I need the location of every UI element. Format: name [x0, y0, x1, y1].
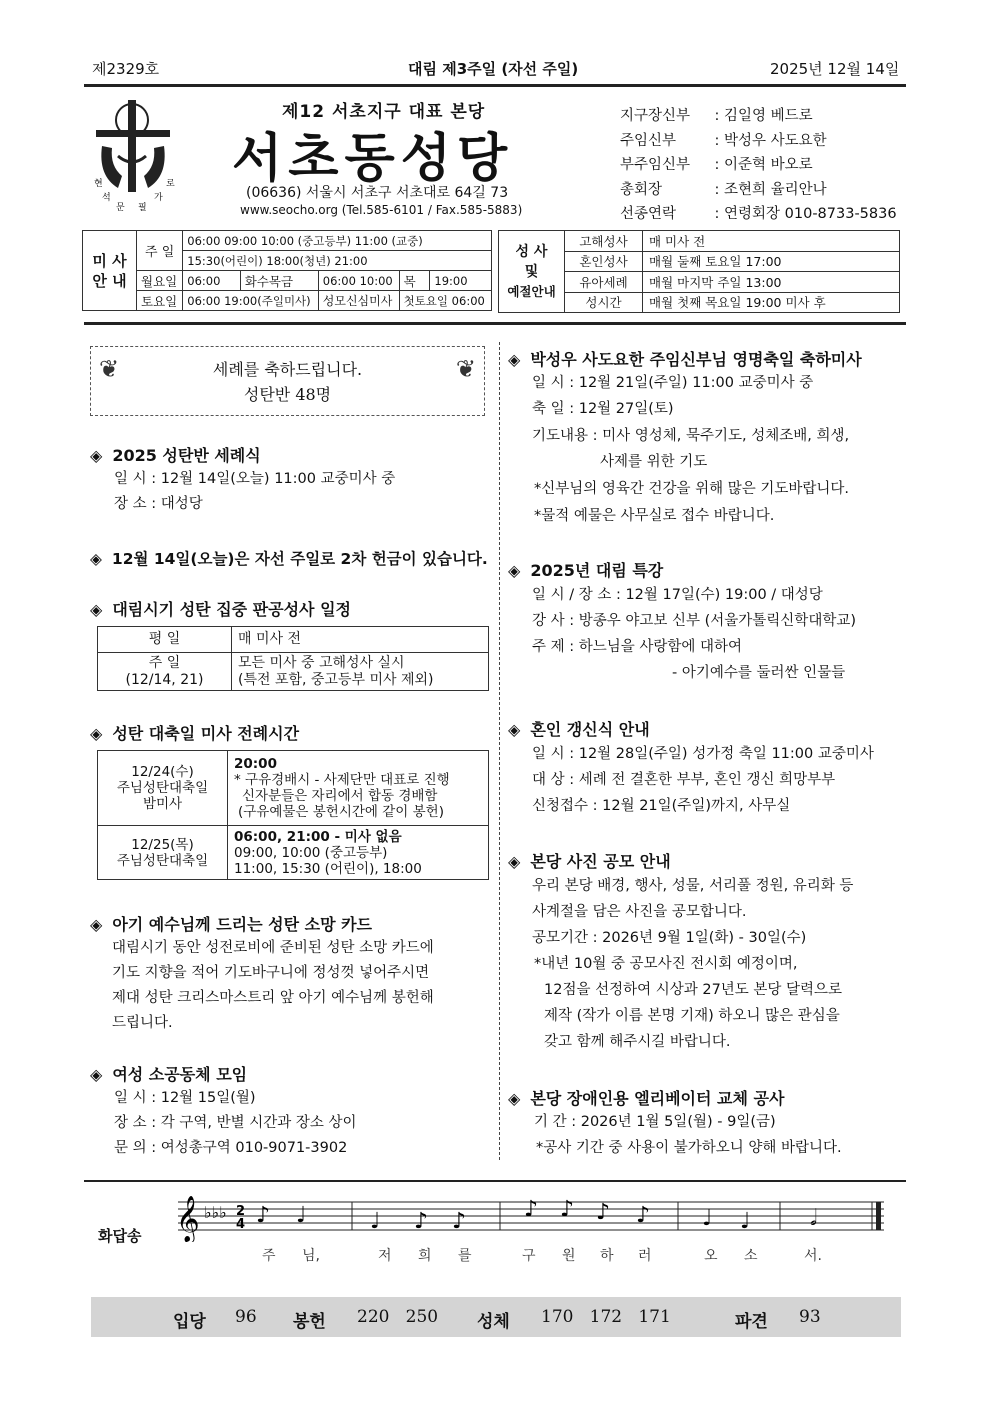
footer-divider — [84, 1180, 906, 1182]
diamond-bullet-icon: ◈ — [90, 446, 103, 465]
section-title: ◈ 성탄 대축일 미사 전례시간 — [90, 724, 300, 743]
svg-text:문: 문 — [116, 203, 125, 213]
section-title: ◈ 2025년 대림 특강 — [508, 561, 664, 580]
christmas-mass-table: 12/24(수) 주님성탄대축일 밤미사 20:00 * 구유경배시 - 사제단만 대표로 진행 신자분들은 자리에서 합동 경배함 (구유예물은 봉헌시간에 같이 봉헌) 12/25(목) 주님성탄대축일 06:00, 21:00 - 미사 없음 09:00, 10:00 (중고등부) 11:00, 15:30 (어린이), 18:00 — [97, 750, 489, 880]
svg-text:♩: ♩ — [370, 1209, 381, 1234]
section-title: ◈ 대림시기 성탄 집중 판공성사 일정 — [90, 600, 351, 619]
responsorial-psalm-label: 화답송 — [98, 1227, 142, 1245]
diamond-bullet-icon: ◈ — [90, 915, 103, 934]
svg-text:♪: ♪ — [452, 1209, 467, 1234]
section-title: ◈ 2025 성탄반 세례식 — [90, 446, 261, 465]
svg-text:로: 로 — [166, 179, 175, 189]
svg-text:필: 필 — [138, 203, 147, 213]
staff-row: 부주임신부 : 이준혁 바오로 — [620, 157, 813, 173]
confession-schedule-table: 평 일 매 미사 전 주 일 (12/14, 21) 모든 미사 중 고해성사 실시 (특전 포함, 중고등부 미사 제외) — [97, 626, 489, 691]
liturgical-day: 대림 제3주일 (자선 주일) — [408, 60, 579, 78]
staff-row: 주임신부 : 박성우 사도요한 — [620, 132, 827, 149]
svg-text:𝅗𝅥: 𝅗𝅥 — [810, 1206, 817, 1231]
column-divider — [499, 342, 500, 1160]
diamond-bullet-icon: ◈ — [90, 724, 103, 743]
svg-text:♪: ♪ — [636, 1203, 651, 1228]
diamond-bullet-icon: ◈ — [508, 1089, 521, 1108]
section-title: ◈ 아기 예수님께 드리는 성탄 소망 카드 — [90, 915, 373, 934]
svg-text:♩: ♩ — [702, 1206, 713, 1231]
diamond-bullet-icon: ◈ — [508, 720, 521, 739]
congrats-box: ❦ ❦ 세례를 축하드립니다. 성탄반 48명 — [90, 346, 485, 416]
section-title: ◈ 혼인 갱신식 안내 — [508, 720, 650, 739]
flat-icon: ♭♭♭ — [204, 1203, 227, 1222]
church-website[interactable]: www.seocho.org (Tel.585-6101 / Fax.585-5883) — [240, 203, 523, 217]
mass-schedule-table: 미 사 안 내 주 일 06:00 09:00 10:00 (중고등부) 11:00 (교중) 15:30(어린이) 18:00(청년) 21:00 월요일 06:00 화수목금 06:00 10:00 목 19:00 토요일 06:00 19:00(주일미사) 성모신심미사 첫토요일 06:00 — [82, 230, 492, 311]
svg-text:♩: ♩ — [740, 1209, 751, 1234]
svg-text:현: 현 — [94, 179, 103, 189]
svg-text:♪: ♪ — [596, 1200, 611, 1225]
cross-hands-icon — [88, 96, 178, 214]
mass-header: 미 사 안 내 — [83, 231, 137, 311]
svg-text:♩: ♩ — [296, 1203, 307, 1228]
section-title: ◈ 12월 14일(오늘)은 자선 주일로 2차 헌금이 있습니다. — [90, 550, 488, 568]
church-logo — [88, 96, 178, 214]
svg-text:4: 4 — [236, 1217, 246, 1232]
diamond-bullet-icon: ◈ — [508, 561, 521, 580]
church-address: (06636) 서울시 서초구 서초대로 64길 73 — [246, 185, 509, 201]
staff-row: 지구장신부 : 김일영 베드로 — [620, 108, 813, 124]
diamond-bullet-icon: ◈ — [508, 852, 521, 871]
diamond-bullet-icon: ◈ — [90, 1065, 103, 1084]
issue-number: 제2329호 — [92, 60, 160, 78]
church-subtitle: 제12 서초지구 대표 본당 — [282, 102, 486, 122]
treble-clef-icon: 𝄞 — [176, 1196, 200, 1242]
svg-text:2: 2 — [236, 1204, 246, 1219]
issue-date: 2025년 12월 14일 — [770, 60, 900, 78]
top-divider — [84, 84, 906, 87]
header-divider — [84, 322, 906, 325]
staff-row: 선종연락 : 연령회장 010-8733-5836 — [620, 206, 897, 222]
diamond-bullet-icon: ◈ — [508, 350, 521, 369]
svg-text:석: 석 — [102, 193, 111, 203]
section-title: ◈ 본당 장애인용 엘리베이터 교체 공사 — [508, 1089, 785, 1108]
section-title: ◈ 여성 소공동체 모임 — [90, 1065, 248, 1084]
church-name: 서초동성당 — [232, 128, 514, 189]
floral-ornament-icon: ❦ — [99, 355, 120, 383]
staff-list — [620, 104, 897, 227]
sacraments-header: 성 사 및 예절안내 — [499, 231, 565, 313]
music-staff — [170, 1192, 890, 1242]
svg-text:♪: ♪ — [414, 1209, 429, 1234]
section-title: ◈ 박성우 사도요한 주임신부님 영명축일 축하미사 — [508, 350, 862, 369]
hymn-numbers-bar: 입당 96 봉헌 220 250 성체 170 172 171 파견 93 — [91, 1297, 901, 1337]
svg-text:♪: ♪ — [560, 1197, 575, 1222]
svg-text:♪: ♪ — [524, 1197, 539, 1222]
section-title: ◈ 본당 사진 공모 안내 — [508, 852, 671, 871]
staff-row: 총회장 : 조현희 율리안나 — [620, 181, 827, 198]
sacraments-table: 성 사 및 예절안내 고해성사 매 미사 전 혼인성사 매월 둘째 토요일 17:00 유아세례 매월 마지막 주일 13:00 성시간 매월 첫째 목요일 19:00 미사 후 — [498, 230, 900, 313]
floral-ornament-icon: ❦ — [455, 355, 476, 383]
diamond-bullet-icon: ◈ — [90, 550, 102, 568]
svg-text:가: 가 — [154, 193, 163, 203]
diamond-bullet-icon: ◈ — [90, 600, 103, 619]
svg-text:♪: ♪ — [256, 1203, 271, 1228]
